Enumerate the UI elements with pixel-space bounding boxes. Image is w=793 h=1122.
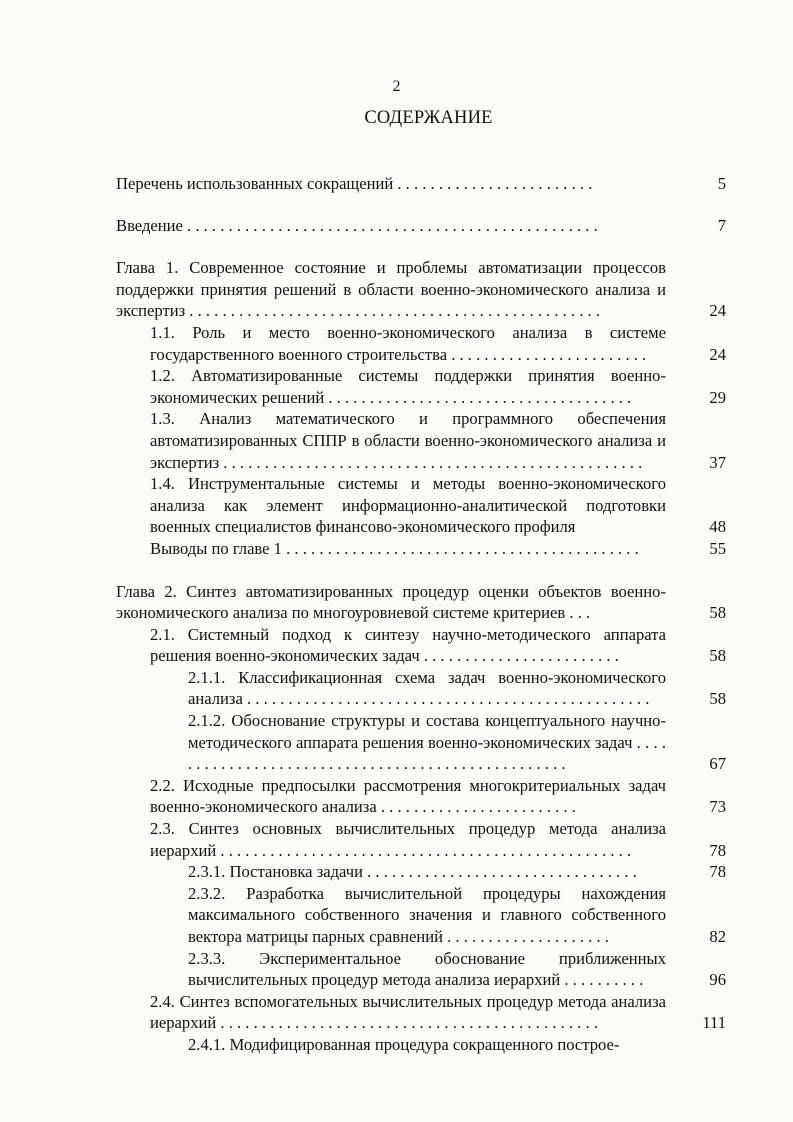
toc-entry [150, 473, 726, 538]
table-of-contents [116, 173, 726, 1056]
toc-entry [188, 861, 726, 883]
toc-entry-text: 2.3.2. Разработка вычислительной процедуры нахождения максимального собственного значения и главного собственного вектора матрицы парных сравнений . . . . . . . . . . . . . . . . . . . . [188, 883, 666, 946]
toc-entry [150, 624, 726, 667]
toc-entry-page: 37 [709, 452, 726, 472]
toc-entry-text: 2.3. Синтез основных вычислительных процедур метода анализа иерархий . . . . . . . . . . . . . . . . . . . . . . . . . . . . . . . . . . . . . . . . . . . . . . . . . . [150, 819, 666, 860]
toc-entry [150, 365, 726, 408]
toc-entry-page: 73 [709, 797, 726, 817]
toc-entry-text: 2.1.1. Классификационная схема задач военно-экономического анализа . . . . . . . . . . . . . . . . . . . . . . . . . . . . . . . . . . . . . . . . . . . . . . . . . [188, 667, 666, 709]
toc-entry [116, 173, 726, 195]
toc-entry-text: Перечень использованных сокращений . . . . . . . . . . . . . . . . . . . . . . . . [116, 174, 593, 193]
toc-entry-page: 29 [709, 387, 726, 407]
toc-entry-text: 1.4. Инструментальные системы и методы военно-экономического анализа как элемент информационно-аналитической подготовки военных специалистов финансово-экономического профиля [150, 474, 666, 537]
toc-entry [188, 883, 726, 948]
toc-entry-page: 7 [717, 215, 726, 235]
toc-entry [150, 408, 726, 473]
toc-entry [150, 991, 726, 1034]
toc-entry-page: 78 [709, 862, 726, 882]
toc-entry-text: 1.3. Анализ математического и программного обеспечения автоматизированных СППР в области военно-экономического анализа и экспертиз . . . . . . . . . . . . . . . . . . . . . . . . . . . . . . . . . . . . . . . . . . . . . . . . . . . [150, 409, 666, 472]
toc-entry [188, 667, 726, 710]
toc-entry-page: 78 [709, 840, 726, 860]
toc-entry [116, 257, 726, 322]
toc-entry [150, 818, 726, 861]
toc-entry [188, 1034, 726, 1056]
toc-entry-text: Глава 2. Синтез автоматизированных процедур оценки объектов военно-экономического анализа по многоуровневой системе критериев . . . [116, 581, 666, 623]
toc-entry-page: 5 [717, 174, 726, 193]
toc-entry-page: 58 [709, 646, 726, 666]
toc-entry-page: 55 [709, 538, 726, 558]
toc-entry-page: 96 [709, 970, 726, 990]
toc-entry-text: Введение . . . . . . . . . . . . . . . . . . . . . . . . . . . . . . . . . . . . . . . . . . . . . . . . . . [116, 215, 598, 235]
toc-entry-page: 58 [709, 603, 726, 623]
toc-entry-text: Выводы по главе 1 . . . . . . . . . . . . . . . . . . . . . . . . . . . . . . . . . . . . . . . . . . . [150, 538, 639, 558]
toc-entry-text: 2.1. Системный подход к синтезу научно-методического аппарата решения военно-экономических задач . . . . . . . . . . . . . . . . . . . . . . . . [150, 624, 666, 666]
toc-entry-page: 24 [709, 344, 726, 364]
page-title: СОДЕРЖАНИЕ [364, 108, 493, 128]
toc-entry-text: 2.2. Исходные предпосылки рассмотрения многокритериальных задач военно-экономического анализа . . . . . . . . . . . . . . . . . . . . . . . . [150, 775, 666, 817]
toc-entry-page: 67 [709, 754, 726, 774]
page-number: 2 [392, 78, 401, 95]
toc-entry [116, 215, 726, 237]
toc-entry-page: 48 [709, 517, 726, 537]
toc-entry [150, 322, 726, 365]
toc-entry-text: 1.1. Роль и место военно-экономического анализа в системе государственного военного строительства . . . . . . . . . . . . . . . . . . . . . . . . [150, 322, 666, 364]
toc-entry-text: 1.2. Автоматизированные системы поддержки принятия военно-экономических решений . . . . . . . . . . . . . . . . . . . . . . . . . . . . . . . . . . . . . [150, 366, 666, 407]
toc-entry [150, 538, 726, 560]
toc-entry-text: 2.1.2. Обоснование структуры и состава концептуального научно-методического аппарата решения военно-экономических задач . . . . . . . . . . . . . . . . . . . . . . . . . . . . . . . . . . . . . . . . . . . . . . . . . . [188, 711, 666, 774]
toc-entry-text: Глава 1. Современное состояние и проблемы автоматизации процессов поддержки принятия решений в области военно-экономического анализа и экспертиз . . . . . . . . . . . . . . . . . . . . . . . . . . . . . . . . . . . . . . . . . . . . . . . . . . [116, 258, 666, 321]
toc-entry [150, 775, 726, 818]
toc-entry-text: 2.4. Синтез вспомогательных вычислительных процедур метода анализа иерархий . . . . . . . . . . . . . . . . . . . . . . . . . . . . . . . . . . . . . . . . . . . . . . [150, 991, 666, 1033]
toc-entry-text: 2.4.1. Модифицированная процедура сокращенного построе- [188, 1034, 620, 1054]
toc-entry-text: 2.3.1. Постановка задачи . . . . . . . . . . . . . . . . . . . . . . . . . . . . . . . . . [188, 862, 637, 882]
toc-entry-page: 82 [709, 927, 726, 946]
toc-entry-page: 24 [709, 301, 726, 321]
toc-entry [116, 581, 726, 624]
toc-entry-text: 2.3.3. Экспериментальное обоснование приближенных вычислительных процедур метода анализа иерархий . . . . . . . . . . [188, 948, 666, 990]
toc-entry [188, 710, 726, 775]
toc-entry-page: 111 [702, 1013, 726, 1033]
toc-entry-page: 58 [709, 689, 726, 709]
toc-entry [188, 948, 726, 991]
